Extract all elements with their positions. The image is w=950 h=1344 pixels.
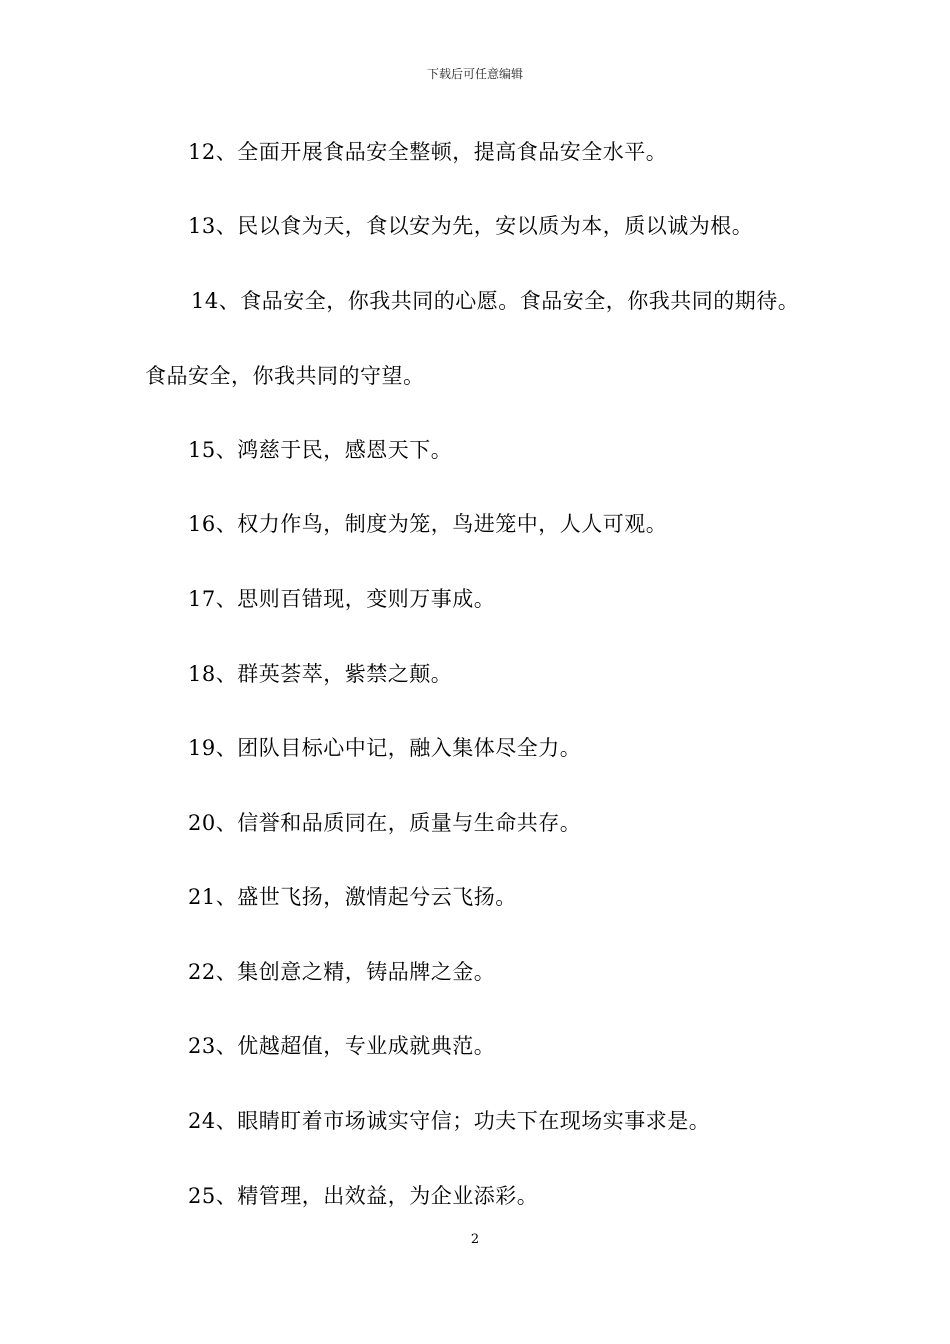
slogan-line-13: 13、民以食为天，食以安为先，安以质为本，质以诚为根。: [188, 214, 754, 238]
slogan-line-21: 21、盛世飞扬，激情起兮云飞扬。: [188, 885, 517, 909]
slogan-line-16: 16、权力作鸟，制度为笼，鸟进笼中，人人可观。: [188, 512, 668, 536]
slogan-line-22: 22、集创意之精，铸品牌之金。: [188, 960, 496, 984]
slogan-line-14-continued: 食品安全，你我共同的守望。: [145, 364, 425, 388]
slogan-line-14: 14、食品安全，你我共同的心愿。食品安全，你我共同的期待。: [191, 289, 800, 313]
page-header: 下载后可任意编辑: [426, 67, 523, 81]
slogan-line-15: 15、鸿慈于民，感恩天下。: [188, 438, 453, 462]
slogan-line-20: 20、信誉和品质同在，质量与生命共存。: [188, 811, 582, 835]
slogan-line-24: 24、眼睛盯着市场诚实守信；功夫下在现场实事求是。: [188, 1109, 711, 1133]
slogan-line-25: 25、精管理，出效益，为企业添彩。: [188, 1184, 539, 1208]
slogan-line-12: 12、全面开展食品安全整顿，提高食品安全水平。: [188, 140, 668, 164]
slogan-line-23: 23、优越超值，专业成就典范。: [188, 1034, 496, 1058]
slogan-line-18: 18、群英荟萃，紫禁之颠。: [188, 662, 453, 686]
slogan-line-19: 19、团队目标心中记，融入集体尽全力。: [188, 736, 582, 760]
slogan-line-17: 17、思则百错现，变则万事成。: [188, 587, 496, 611]
page-number: 2: [470, 1232, 480, 1247]
